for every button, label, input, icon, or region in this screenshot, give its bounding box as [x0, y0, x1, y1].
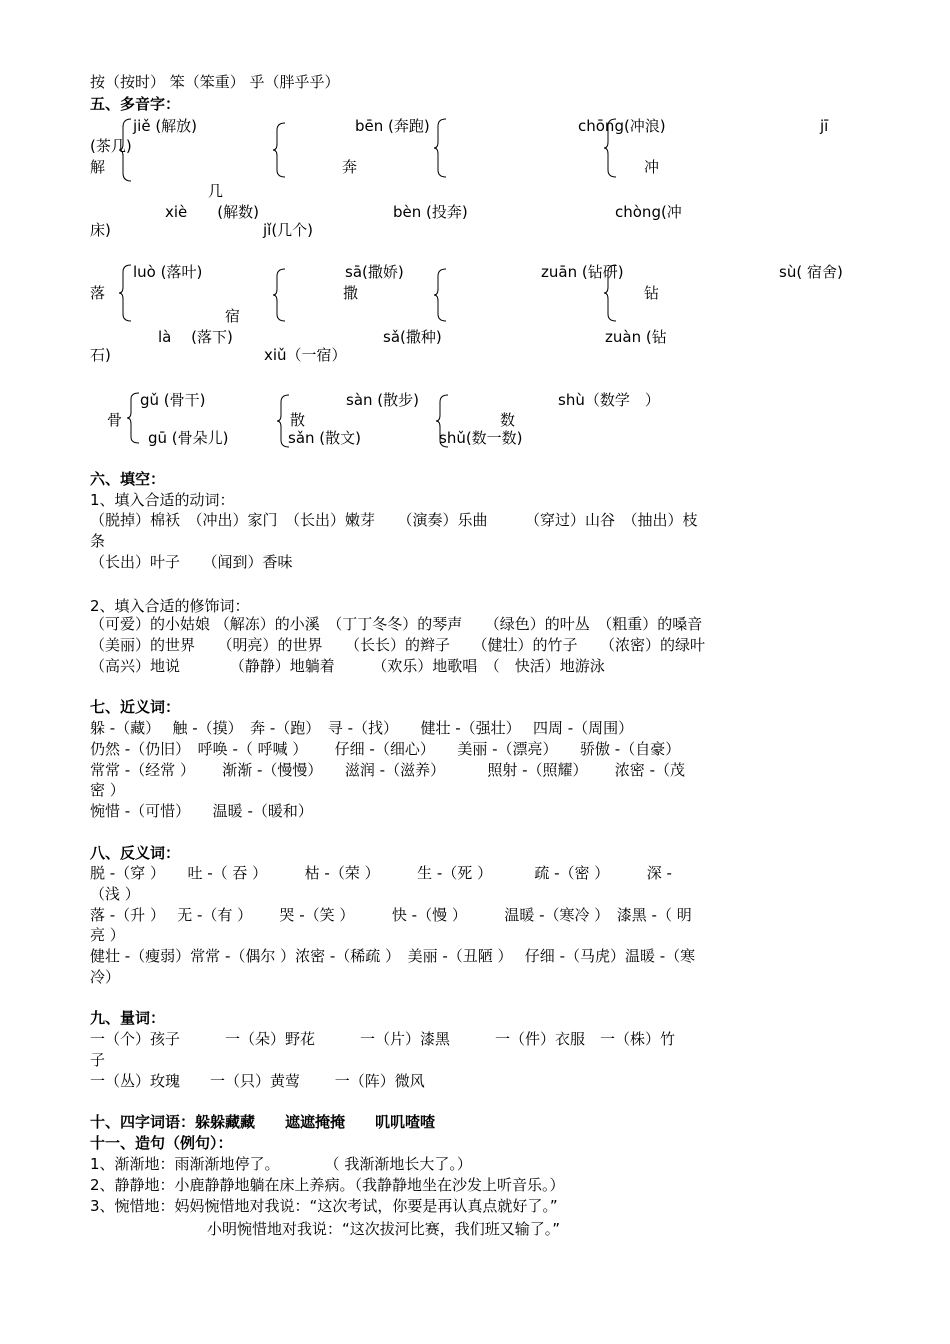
modifier-line-2: （美丽）的世界 （明亮）的世界 （长长）的辫子 （健壮）的竹子 （浓密）的绿叶 [90, 636, 706, 654]
luo-reading-1: luò (落叶) [133, 263, 203, 281]
su-reading-2: xiǔ（一宿） [264, 346, 347, 364]
zuan-reading-2-word: 石) [90, 346, 111, 364]
san-char: 散 [290, 411, 306, 429]
sa-char: 撒 [343, 284, 359, 302]
ji-reading-2: jǐ(几个) [263, 221, 314, 239]
ben-char: 奔 [342, 158, 358, 176]
brace-icon [435, 394, 449, 448]
chong-reading-1: chōng(冲浪) [578, 117, 666, 135]
modifier-line-3: （高兴）地说 （静静）地躺着 （欢乐）地歌唱 （ 快活）地游泳 [90, 657, 605, 675]
shu-reading-1: shù（数学 ） [558, 391, 660, 409]
modifier-line-1: （可爱）的小姑娘 （解冻）的小溪 （丁丁冬冬）的琴声 （绿色）的叶丛 （粗重）的嗓音 [90, 615, 703, 633]
synonym-line-2: 仍然 -（仍旧） 呼唤 -（ 呼喊 ） 仔细 -（细心） 美丽 -（漂亮） 骄傲 -（自豪） [90, 740, 681, 758]
synonym-line-1: 躲 -（藏） 触 -（摸） 奔 -（跑） 寻 -（找） 健壮 -（强壮） 四周 -（周围） [90, 719, 634, 737]
section-9-heading: 九、量词： [90, 1009, 166, 1027]
verb-line-1: （脱掉）棉袄 （冲出）家门 （长出）嫩芽 （演奏）乐曲 （穿过）山谷 （抽出）枝 [90, 511, 698, 529]
gu-reading-2: gū (骨朵儿) [148, 429, 229, 447]
brace-icon [126, 392, 140, 444]
measure-line-1-cont: 子 [90, 1051, 106, 1069]
chong-reading-2-word: 床) [90, 221, 111, 239]
zuan-reading-1: zuān (钻研) [541, 263, 624, 281]
section-11-heading: 十一、造句（例句）： [90, 1134, 233, 1152]
section-6-heading: 六、填空： [90, 470, 166, 488]
sentence-line-4: 小明惋惜地对我说：“这次拔河比赛，我们班又输了。” [207, 1220, 561, 1238]
brace-icon [603, 264, 617, 322]
shu-reading-2: shǔ(数一数) [439, 429, 523, 447]
ji-reading-1: jī [820, 117, 829, 135]
brace-icon [118, 118, 132, 182]
jie-reading-2: xiè (解数) [165, 203, 259, 221]
measure-line-1: 一（个）孩子 一（朵）野花 一（片）漆黑 一（件）衣服 一（株）竹 [90, 1030, 676, 1048]
antonym-line-2: 落 -（升 ） 无 -（有 ） 哭 -（笑 ） 快 -（慢 ） 温暖 -（寒冷 ） 漆黑 -（ 明 [90, 906, 692, 924]
jie-reading-1: jiě (解放) [133, 117, 198, 135]
antonym-line-1: 脱 -（穿 ） 吐 -（ 吞 ） 枯 -（荣 ） 生 -（死 ） 疏 -（密 ） 深 - [90, 864, 672, 882]
brace-icon [603, 118, 617, 178]
gu-char: 骨 [107, 411, 123, 429]
brace-icon [433, 118, 447, 178]
sa-reading-1: sā(撒娇) [345, 263, 404, 281]
ji-reading-1-word: (茶几) [90, 137, 132, 155]
jie-char: 解 [90, 158, 106, 176]
sa-reading-2: sǎ(撒种) [383, 328, 442, 346]
synonym-line-4: 惋惜 -（可惜） 温暖 -（暖和） [90, 802, 313, 820]
synonym-line-3-cont: 密 ） [90, 781, 125, 799]
section-7-heading: 七、近义词： [90, 698, 181, 716]
chong-char: 冲 [644, 158, 660, 176]
su-reading-1: sù( 宿舍) [779, 263, 843, 281]
brace-icon [272, 122, 286, 178]
su-char: 宿 [225, 307, 241, 325]
antonym-line-3: 健壮 -（瘦弱）常常 -（偶尔 ）浓密 -（稀疏 ） 美丽 -（丑陋 ） 仔细 -（马虎）温暖 -（寒 [90, 947, 696, 965]
sentence-line-1: 1、渐渐地：雨渐渐地停了。 （ 我渐渐地长大了。） [90, 1155, 472, 1173]
brace-icon [272, 268, 286, 322]
shu-char: 数 [500, 411, 516, 429]
luo-reading-2: là (落下) [158, 328, 233, 346]
synonym-line-3: 常常 -（经常 ） 渐渐 -（慢慢） 滋润 -（滋养） 照射 -（照耀） 浓密 -（茂 [90, 761, 685, 779]
top-line: 按（按时） 笨（笨重） 乎（胖乎乎） [90, 73, 340, 91]
zuan-reading-2: zuàn (钻 [605, 328, 667, 346]
antonym-line-2-cont: 亮 ） [90, 926, 125, 944]
zuan-char: 钻 [644, 284, 660, 302]
brace-icon [433, 268, 447, 322]
san-reading-2: sǎn (散文) [288, 429, 361, 447]
chong-reading-2: chòng(冲 [615, 203, 682, 221]
measure-line-2: 一（丛）玫瑰 一（只）黄莺 一（阵）微风 [90, 1072, 425, 1090]
brace-icon [276, 394, 290, 448]
section-10-heading: 十、四字词语：躲躲藏藏 遮遮掩掩 叽叽喳喳 [90, 1113, 436, 1131]
san-reading-1: sàn (散步) [346, 391, 419, 409]
ben-reading-1: bēn (奔跑) [355, 117, 430, 135]
verb-line-1-cont: 条 [90, 532, 106, 550]
antonym-line-1-cont: （浅 ） [90, 885, 140, 903]
gu-reading-1: gǔ (骨干) [140, 391, 206, 409]
ben-reading-2: bèn (投奔) [393, 203, 468, 221]
section-6-sub-2: 2、填入合适的修饰词： [90, 597, 250, 615]
antonym-line-3-cont: 冷） [90, 968, 121, 986]
verb-line-2: （长出）叶子 （闻到）香味 [90, 553, 293, 571]
section-8-heading: 八、反义词： [90, 844, 181, 862]
brace-icon [118, 264, 132, 322]
section-6-sub-1: 1、填入合适的动词： [90, 491, 235, 509]
ji-char: 几 [208, 182, 224, 200]
section-5-heading: 五、多音字： [90, 95, 181, 113]
sentence-line-2: 2、静静地：小鹿静静地躺在床上养病。（我静静地坐在沙发上听音乐。） [90, 1176, 565, 1194]
luo-char: 落 [90, 284, 106, 302]
sentence-line-3: 3、惋惜地：妈妈惋惜地对我说：“这次考试，你要是再认真点就好了。” [90, 1197, 558, 1215]
